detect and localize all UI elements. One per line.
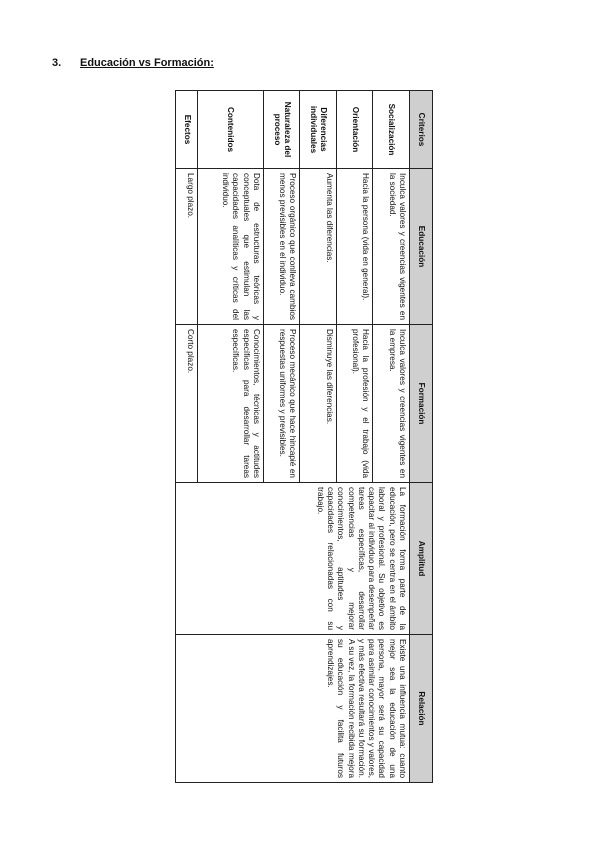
cell-educacion: Largo plazo.	[176, 169, 198, 325]
cell-educacion: Inculca valores y creencias vigentes en la sociedad.	[373, 169, 410, 325]
table-header-row	[410, 91, 433, 783]
cell-educacion: Hacia la persona (vida en general).	[336, 169, 373, 325]
row-label: Diferencias individuales	[300, 91, 337, 169]
row-label: Socialización	[373, 91, 410, 169]
cell-relacion: Existe una influencia mutua: cuanto mejor sea la educación de una persona, mayor será su capacidad para asimilar conocimientos y valores, y más efectiva resultará su formación. A su vez, la formación recibida mejora su educación y facilita futuros aprendizajes.	[176, 635, 410, 783]
cell-formacion: Proceso mecánico que hace hincapié en respuestas uniformes y previsibles.	[263, 325, 300, 483]
row-label: Orientación	[336, 91, 373, 169]
cell-educacion: Dota de estructuras teóricas y conceptuales que estimulan las capacidades analíticas y críticas del individuo.	[197, 169, 263, 325]
section-title: Educación vs Formación:	[80, 57, 214, 69]
cell-formacion: Inculca valores y creencias vigentes en la empresa.	[373, 325, 410, 483]
header-relacion: Relación	[410, 635, 433, 783]
rotated-table-frame	[175, 90, 433, 782]
cell-formacion: Corto plazo.	[176, 325, 198, 483]
row-label: Naturaleza del proceso	[263, 91, 300, 169]
header-criterios: Criterios	[410, 91, 433, 169]
row-label: Contenidos	[197, 91, 263, 169]
comparison-table	[175, 90, 433, 783]
cell-educacion: Aumenta las diferencias.	[300, 169, 337, 325]
cell-formacion: Hacia la profesión y el trabajo (vida profesional).	[336, 325, 373, 483]
cell-amplitud: La formación forma parte de la educación, pero se centra en el ámbito laboral y profesional. Su objetivo es capacitar al individuo para desempeñar tareas específicas, desarrollar competencias y mejorar conocimientos, aptitudes y capacidades relacionadas con su trabajo.	[176, 483, 410, 635]
cell-educacion: Proceso orgánico que conlleva cambios menos previsibles en el individuo.	[263, 169, 300, 325]
table-row	[373, 91, 410, 783]
row-label: Efectos	[176, 91, 198, 169]
cell-formacion: Conocimientos, técnicas y actitudes específicas para desarrollar tareas específicas.	[197, 325, 263, 483]
header-educacion: Educación	[410, 169, 433, 325]
cell-formacion: Disminuye las diferencias.	[300, 325, 337, 483]
section-number: 3.	[52, 57, 62, 69]
section-heading	[52, 57, 214, 69]
header-amplitud: Amplitud	[410, 483, 433, 635]
header-formacion: Formación	[410, 325, 433, 483]
table-container	[175, 90, 433, 782]
